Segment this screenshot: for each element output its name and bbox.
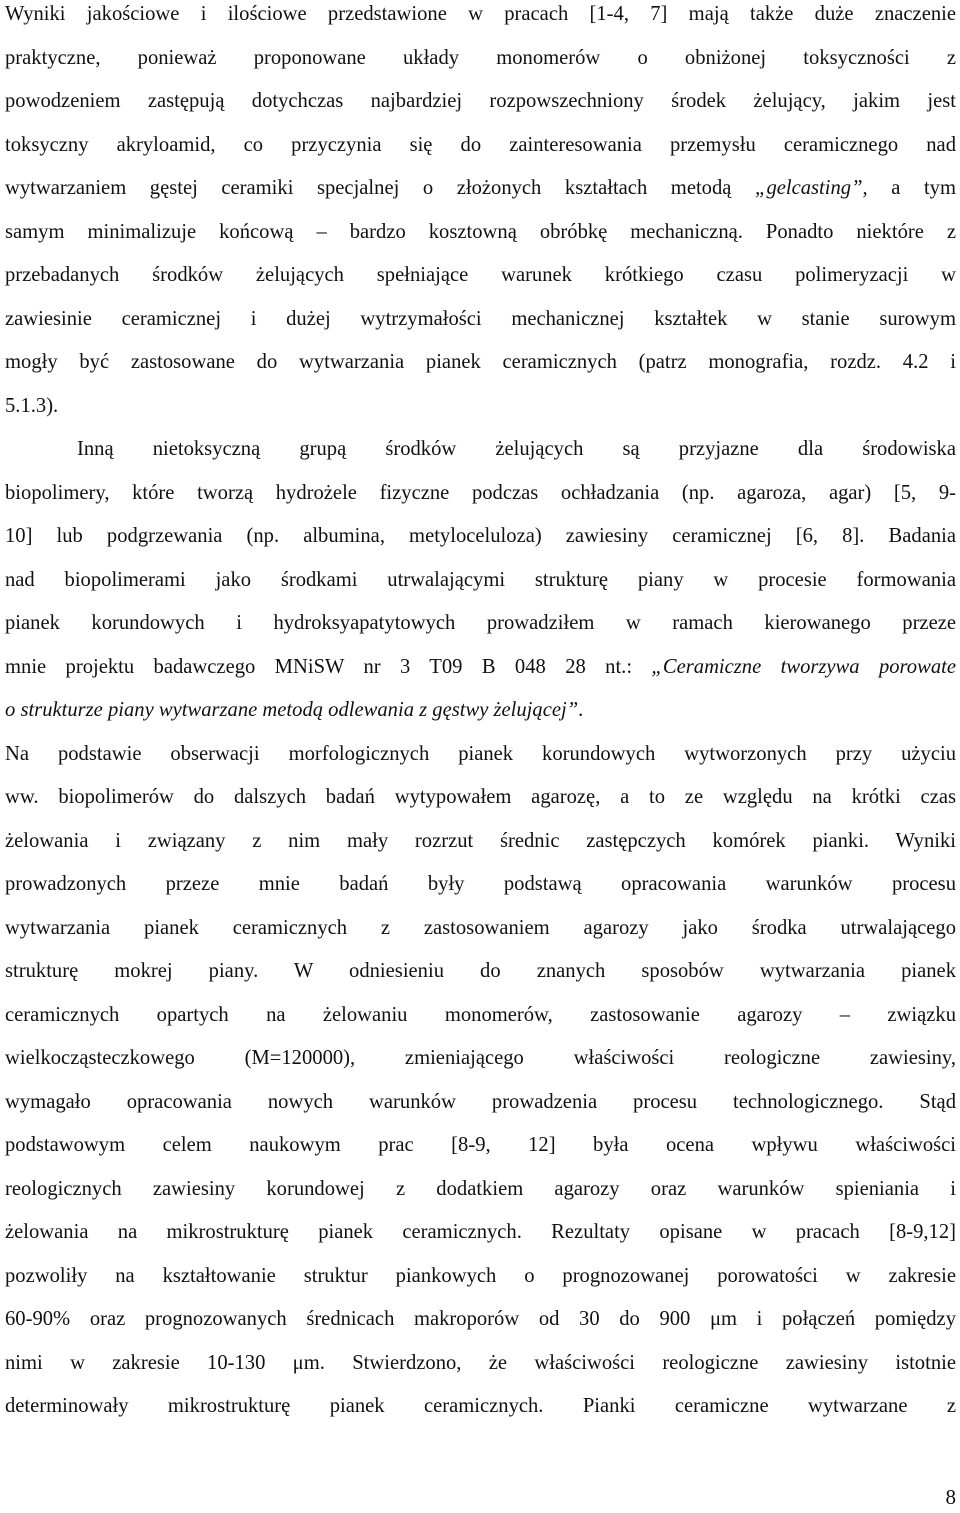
text-run: żelowania i związany z nim mały rozrzut średnic zastępczych komórek pianki. Wyniki [5, 829, 956, 852]
text-line [5, 733, 956, 777]
text-line [5, 1037, 956, 1081]
text-run: reologicznych zawiesiny korundowej z dodatkiem agarozy oraz warunków spieniania i [5, 1177, 956, 1200]
text-run: ceramicznych opartych na żelowaniu monomerów, zastosowanie agarozy – związku [5, 1003, 956, 1026]
text-line [5, 602, 956, 646]
paragraph [5, 0, 956, 428]
text-run: pianek korundowych i hydroksyapatytowych prowadziłem w ramach kierowanego przeze [5, 612, 956, 634]
text-run: wielkocząsteczkowego (M=120000), zmieniającego właściwości reologiczne zawiesiny, [5, 1047, 956, 1069]
text-line [5, 994, 956, 1038]
text-line [5, 1342, 956, 1386]
text-run: wymagało opracowania nowych warunków prowadzenia procesu technologicznego. Stąd [5, 1090, 956, 1113]
text-run: prowadzonych przeze mnie badań były podstawą opracowania warunków procesu [5, 873, 956, 895]
text-run: , a tym [862, 177, 956, 199]
page-number: 8 [945, 1485, 956, 1509]
text-line [5, 80, 956, 124]
italic-text-run: „Ceramiczne tworzywa porowate [651, 655, 956, 678]
text-run: samym minimalizuje końcową – bardzo kosztowną obróbkę mechaniczną. Ponadto niektóre z [5, 220, 956, 243]
body-text [5, 0, 956, 1429]
text-run: nimi w zakresie 10-130 μm. Stwierdzono, że właściwości reologiczne zawiesiny istotnie [5, 1351, 956, 1374]
text-line [5, 1298, 956, 1342]
text-run: toksyczny akryloamid, co przyczynia się do zainteresowania przemysłu ceramicznego nad [5, 133, 956, 156]
text-run: praktyczne, ponieważ proponowane układy monomerów o obniżonej toksyczności z [5, 46, 956, 69]
text-line [5, 254, 956, 298]
text-run: nad biopolimerami jako środkami utrwalającymi strukturę piany w procesie formowania [5, 568, 956, 591]
text-run: Inną nietoksyczną grupą środków żelujących są przyjazne dla środowiska [77, 438, 956, 460]
text-run: wytwarzaniem gęstej ceramiki specjalnej o złożonych kształtach metodą [5, 177, 755, 199]
paragraph [5, 428, 956, 733]
text-run: zawiesinie ceramicznej i dużej wytrzymałości mechanicznej kształtek w stanie surowym [5, 307, 956, 330]
text-line [5, 385, 956, 429]
text-line [5, 0, 956, 37]
text-line [5, 37, 956, 81]
text-line [5, 298, 956, 342]
text-run: mogły być zastosowane do wytwarzania pianek ceramicznych (patrz monografia, rozdz. 4.2 i [5, 351, 956, 373]
text-line [5, 472, 956, 516]
italic-text-run: o strukturze piany wytwarzane metodą odlewania z gęstwy żelującej” [5, 699, 579, 721]
text-run: wytwarzania pianek ceramicznych z zastosowaniem agarozy jako środka utrwalającego [5, 916, 956, 939]
text-line [5, 1124, 956, 1168]
text-line [5, 1211, 956, 1255]
text-line [5, 950, 956, 994]
text-line [5, 515, 956, 559]
text-line [5, 124, 956, 168]
text-line [5, 907, 956, 951]
text-run: Wyniki jakościowe i ilościowe przedstawione w pracach [1-4, 7] mają także duże znaczenie [5, 3, 956, 25]
text-run: przebadanych środków żelujących spełniające warunek krótkiego czasu polimeryzacji w [5, 264, 956, 286]
text-run: ww. biopolimerów do dalszych badań wytypowałem agarozę, a to ze względu na krótki czas [5, 786, 956, 808]
text-line [5, 1081, 956, 1125]
text-line [5, 559, 956, 603]
text-line [5, 646, 956, 690]
text-run: podstawowym celem naukowym prac [8-9, 12] była ocena wpływu właściwości [5, 1134, 956, 1156]
text-line [5, 1168, 956, 1212]
text-line [5, 1255, 956, 1299]
text-line [5, 1385, 956, 1429]
text-run: 5.1.3). [5, 394, 59, 417]
text-line [5, 776, 956, 820]
text-run: biopolimery, które tworzą hydrożele fizyczne podczas ochładzania (np. agaroza, agar) [5, 9- [5, 481, 956, 504]
paragraph [5, 733, 956, 1429]
italic-text-run: „gelcasting” [754, 177, 863, 199]
text-run: 60-90% oraz prognozowanych średnicach makroporów od 30 do 900 μm i połączeń pomiędzy [5, 1308, 956, 1330]
text-line [5, 341, 956, 385]
text-run: . [578, 699, 584, 721]
text-line [5, 689, 956, 733]
text-run: Na podstawie obserwacji morfologicznych pianek korundowych wytworzonych przy użyciu [5, 742, 956, 765]
text-run: powodzeniem zastępują dotychczas najbardziej rozpowszechniony środek żelujący, jakim jest [5, 90, 956, 112]
text-line [5, 863, 956, 907]
text-line [5, 428, 956, 472]
text-run: determinowały mikrostrukturę pianek ceramicznych. Pianki ceramiczne wytwarzane z [5, 1395, 956, 1417]
text-run: pozwoliły na kształtowanie struktur piankowych o prognozowanej porowatości w zakresie [5, 1264, 956, 1287]
text-line [5, 167, 956, 211]
text-line [5, 820, 956, 864]
text-run: 10] lub podgrzewania (np. albumina, metyloceluloza) zawiesiny ceramicznej [6, 8]. Badania [5, 525, 956, 547]
text-line [5, 211, 956, 255]
text-run: strukturę mokrej piany. W odniesieniu do znanych sposobów wytwarzania pianek [5, 960, 956, 982]
text-run: mnie projektu badawczego MNiSW nr 3 T09 B 048 28 nt.: [5, 655, 652, 678]
text-run: żelowania na mikrostrukturę pianek ceramicznych. Rezultaty opisane w pracach [8-9,12] [5, 1221, 956, 1243]
